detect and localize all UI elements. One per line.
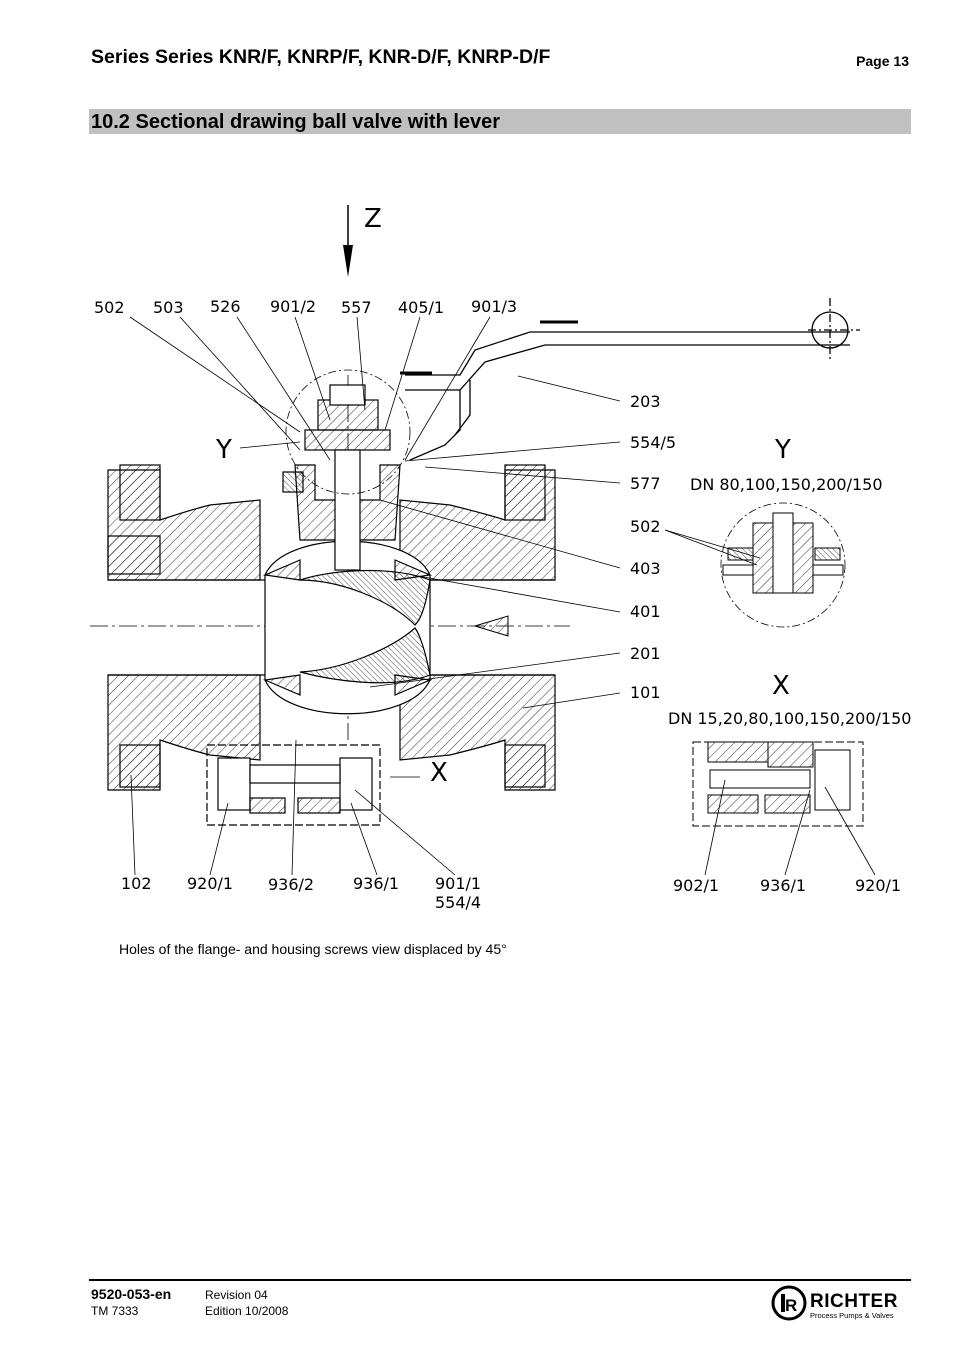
detail-x-marker: X bbox=[430, 758, 448, 788]
part-label-503: 503 bbox=[153, 298, 184, 317]
stem-bonnet bbox=[283, 385, 400, 570]
part-label-902-1: 902/1 bbox=[673, 876, 720, 895]
part-label-201: 201 bbox=[630, 644, 661, 663]
brand-name: RICHTER bbox=[810, 1291, 898, 1312]
view-z-label: Z bbox=[364, 204, 382, 234]
revision: Revision 04 bbox=[205, 1288, 268, 1302]
part-label-936-1: 936/1 bbox=[760, 876, 807, 895]
part-label-920-1: 920/1 bbox=[187, 874, 234, 893]
part-label-101: 101 bbox=[630, 683, 661, 702]
part-label-403: 403 bbox=[630, 559, 661, 578]
brand-tagline: Process Pumps & Valves bbox=[810, 1311, 894, 1320]
part-label-203: 203 bbox=[630, 392, 661, 411]
footer-rule bbox=[89, 1279, 911, 1281]
part-label-936-2: 936/2 bbox=[268, 875, 315, 894]
section-title: 10.2 Sectional drawing ball valve with lever bbox=[91, 111, 501, 133]
edition: Edition 10/2008 bbox=[205, 1304, 289, 1318]
detail-y-label: 502 bbox=[630, 517, 661, 536]
detail-x-heading: X bbox=[772, 671, 790, 701]
part-label-401: 401 bbox=[630, 602, 661, 621]
sectional-drawing bbox=[0, 180, 954, 930]
svg-text:R: R bbox=[785, 1296, 798, 1315]
part-label-920-1: 920/1 bbox=[855, 876, 902, 895]
document-title: Series Series KNR/F, KNRP/F, KNR-D/F, KNRP-D/F bbox=[91, 46, 551, 68]
part-label-102: 102 bbox=[121, 874, 152, 893]
detail-y-heading: Y bbox=[775, 435, 791, 465]
part-label-405-1: 405/1 bbox=[398, 298, 445, 317]
part-label-577: 577 bbox=[630, 474, 661, 493]
part-label-526: 526 bbox=[210, 297, 241, 316]
detail-x-title: DN 15,20,80,100,150,200/150 bbox=[668, 709, 912, 728]
part-label-901-2: 901/2 bbox=[270, 297, 317, 316]
detail-y-marker: Y bbox=[216, 435, 232, 465]
part-label-557: 557 bbox=[341, 298, 372, 317]
richter-logo-icon bbox=[771, 1285, 807, 1321]
page-number: Page 13 bbox=[856, 53, 909, 69]
view-z-arrow bbox=[343, 205, 353, 277]
label-554-4: 554/4 bbox=[435, 893, 482, 912]
tm-number: TM 7333 bbox=[91, 1304, 139, 1318]
document-number: 9520-053-en bbox=[91, 1286, 172, 1302]
part-label-936-1: 936/1 bbox=[353, 874, 400, 893]
bottom-leaders bbox=[131, 740, 455, 875]
part-label-554-5: 554/5 bbox=[630, 433, 677, 452]
part-label-502: 502 bbox=[94, 298, 125, 317]
detail-y-parts bbox=[723, 513, 843, 593]
detail-x-view bbox=[693, 742, 863, 826]
part-label-901-3: 901/3 bbox=[471, 297, 518, 316]
figure-caption: Holes of the flange- and housing screws view displaced by 45° bbox=[119, 941, 507, 957]
label-901-1: 901/1 bbox=[435, 874, 482, 893]
detail-y-title: DN 80,100,150,200/150 bbox=[690, 475, 883, 494]
